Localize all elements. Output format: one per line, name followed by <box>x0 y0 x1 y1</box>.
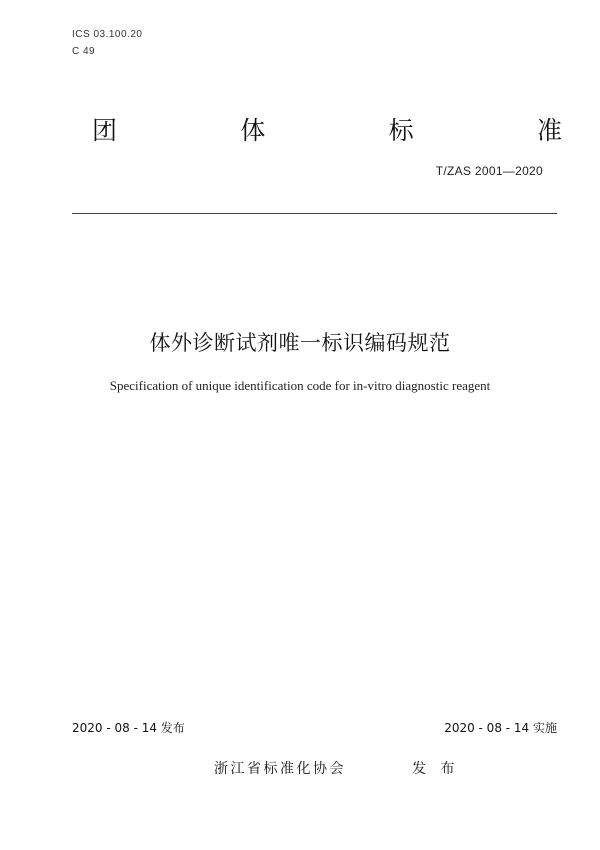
issue-date: 2020 - 08 - 14 发布 <box>72 721 185 735</box>
title-english: Specification of unique identification code for in-vitro diagnostic reagent <box>109 378 491 393</box>
standard-type-heading <box>92 114 562 148</box>
publisher-name: 浙江省标准化协会 <box>214 761 346 777</box>
publisher-line <box>0 758 600 780</box>
standard-type-char-1: 团 <box>92 116 118 145</box>
standard-number: T/ZAS 2001—2020 <box>435 164 543 178</box>
standard-type-char-3: 标 <box>388 116 414 145</box>
ccs-code: C 49 <box>72 46 96 57</box>
standard-type-char-4: 准 <box>536 116 562 145</box>
title-chinese: 体外诊断试剂唯一标识编码规范 <box>149 331 451 355</box>
standard-type-char-2: 体 <box>240 116 266 145</box>
publish-label: 发 布 <box>412 761 460 777</box>
ics-code: ICS 03.100.20 <box>72 29 143 40</box>
implementation-date: 2020 - 08 - 14 实施 <box>444 721 557 735</box>
header-divider <box>72 213 557 214</box>
